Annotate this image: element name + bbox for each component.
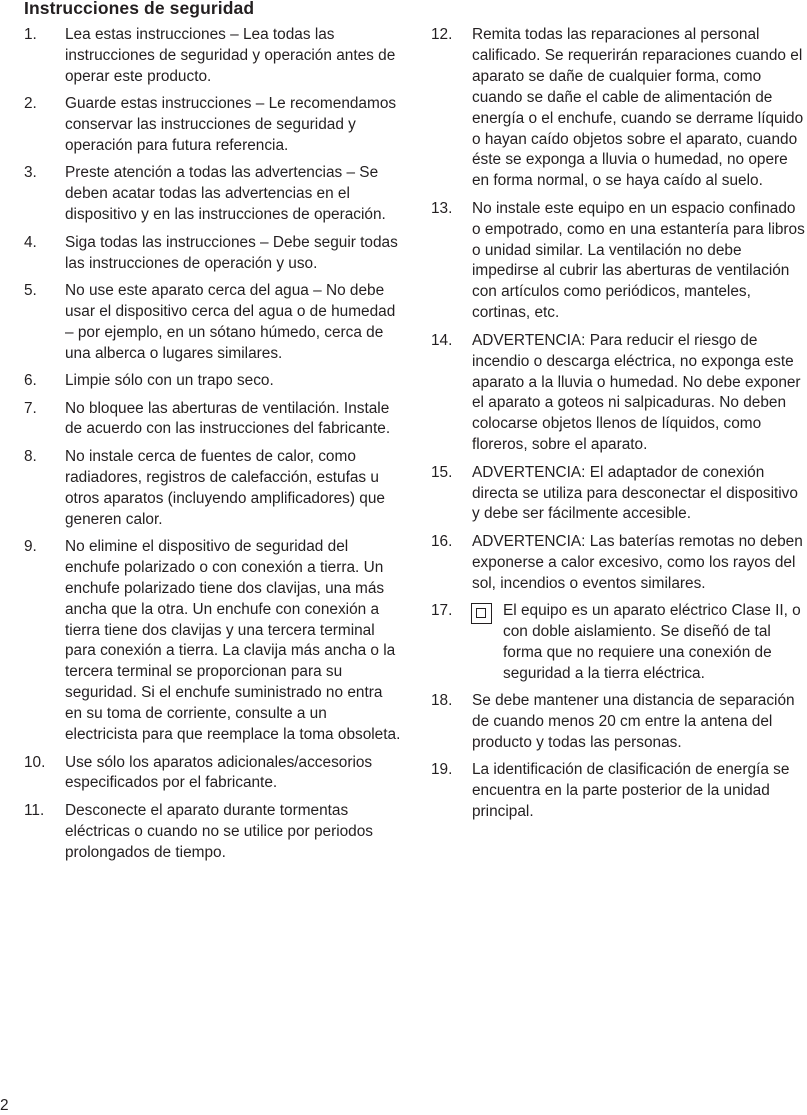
page-title: Instrucciones de seguridad bbox=[24, 0, 255, 18]
item-number: 7. bbox=[24, 399, 37, 417]
item-text: Lea estas instrucciones – Lea todas las instrucciones de seguridad y operación antes de operar este producto. bbox=[65, 26, 396, 85]
list-item bbox=[24, 25, 402, 88]
item-number: 16. bbox=[431, 532, 453, 550]
list-item bbox=[24, 447, 402, 531]
item-text: ADVERTENCIA: Para reducir el riesgo de incendio o descarga eléctrica, no exponga este aparato a la lluvia o humedad. No debe exponer el aparato a goteos ni salpicaduras. No deben colocarse objetos llenos de líquidos, como floreros, sobre el aparato. bbox=[472, 331, 801, 454]
item-text: Limpie sólo con un trapo seco. bbox=[65, 372, 274, 390]
item-text: ADVERTENCIA: Las baterías remotas no deben exponerse a calor excesivo, como los rayos del sol, incendios o eventos similares. bbox=[472, 532, 803, 592]
item-text: Guarde estas instrucciones – Le recomendamos conservar las instrucciones de seguridad y operación para futura referencia. bbox=[65, 95, 397, 155]
right-column bbox=[431, 25, 807, 830]
item-text: Remita todas las reparaciones al personal calificado. Se requerirán reparaciones cuando el aparato se dañe de cualquier forma, como cuando se dañe el cable de alimentación de energía o el enchufe, cuando se derrame líquido o hayan caído objetos sobre el aparato, cuando éste se exponga a lluvia o humedad, no opere en forma normal, o se haya caído al suelo. bbox=[472, 26, 804, 190]
item-number: 8. bbox=[24, 447, 37, 465]
item-number: 1. bbox=[24, 26, 37, 43]
list-item bbox=[431, 463, 807, 526]
item-number: 10. bbox=[24, 753, 46, 771]
item-number: 17. bbox=[431, 602, 453, 620]
item-number: 9. bbox=[24, 537, 37, 555]
left-column bbox=[24, 25, 402, 870]
item-number: 11. bbox=[24, 801, 45, 819]
list-item bbox=[431, 25, 807, 192]
list-item bbox=[431, 532, 807, 595]
item-number: 15. bbox=[431, 463, 453, 481]
item-text: Preste atención a todas las advertencias – Se deben acatar todas las advertencias en el dispositivo y en las instrucciones de operación. bbox=[65, 164, 386, 224]
list-item bbox=[24, 163, 402, 226]
list-item bbox=[24, 801, 402, 864]
item-number: 3. bbox=[24, 164, 37, 182]
list-item bbox=[24, 233, 402, 275]
item-text: No use este aparato cerca del agua – No debe usar el dispositivo cerca del agua o de humedad – por ejemplo, en un sótano húmedo, cerca de una alberca o lugares similares. bbox=[65, 281, 396, 362]
list-item bbox=[431, 331, 807, 456]
list-item bbox=[431, 601, 807, 685]
item-number: 4. bbox=[24, 233, 37, 251]
list-item bbox=[24, 753, 402, 795]
list-item bbox=[431, 691, 807, 754]
class-ii-double-square-icon bbox=[471, 603, 492, 624]
item-number: 6. bbox=[24, 372, 37, 390]
item-text: ADVERTENCIA: El adaptador de conexión directa se utiliza para desconectar el dispositivo y debe ser fácilmente accesible. bbox=[472, 463, 798, 523]
item-text: Se debe mantener una distancia de separación de cuando menos 20 cm entre la antena del producto y todas las personas. bbox=[472, 692, 795, 751]
item-number: 13. bbox=[431, 199, 453, 217]
item-text: Use sólo los aparatos adicionales/accesorios especificados por el fabricante. bbox=[65, 753, 373, 792]
list-item bbox=[24, 371, 402, 392]
item-text: La identificación de clasificación de energía se encuentra en la parte posterior de la unidad principal. bbox=[472, 761, 790, 821]
list-item bbox=[24, 399, 402, 441]
list-item bbox=[431, 760, 807, 823]
item-number: 14. bbox=[431, 331, 453, 349]
page-number: 2 bbox=[0, 1097, 9, 1114]
list-item bbox=[24, 537, 402, 746]
list-item bbox=[24, 94, 402, 157]
item-number: 5. bbox=[24, 281, 37, 299]
item-text: No bloquee las aberturas de ventilación. Instale de acuerdo con las instrucciones del fabricante. bbox=[65, 399, 391, 438]
item-text: No instale cerca de fuentes de calor, como radiadores, registros de calefacción, estufas u otros aparatos (incluyendo amplificadores) que generen calor. bbox=[65, 447, 385, 528]
item-number: 19. bbox=[431, 761, 453, 779]
item-text: No instale este equipo en un espacio confinado o empotrado, como en una estantería para libros o unidad similar. La ventilación no debe impedirse al cubrir las aberturas de ventilación con artículos como periódicos, manteles, cortinas, etc. bbox=[472, 199, 805, 322]
list-item bbox=[24, 281, 402, 365]
item-text: El equipo es un aparato eléctrico Clase II, o con doble aislamiento. Se diseñó de tal forma que no requiere una conexión de seguridad a la tierra eléctrica. bbox=[503, 602, 801, 682]
item-text: Desconecte el aparato durante tormentas eléctricas o cuando no se utilice por periodos prolongados de tiempo. bbox=[65, 801, 373, 861]
list-item bbox=[431, 199, 807, 324]
item-number: 2. bbox=[24, 95, 37, 113]
item-number: 18. bbox=[431, 692, 453, 710]
item-number: 12. bbox=[431, 26, 453, 43]
item-text: Siga todas las instrucciones – Debe seguir todas las instrucciones de operación y uso. bbox=[65, 233, 398, 272]
item-text: No elimine el dispositivo de seguridad del enchufe polarizado o con conexión a tierra. Un enchufe polarizado tiene dos clavijas, una más ancha que la otra. Un enchufe con conexión a tierra tiene dos clavijas y una tercera terminal para conexión a tierra. La clavija más ancha o la tercera terminal se proporcionan para su seguridad. Si el enchufe suministrado no entra en su toma de corriente, consulte a un electricista para que reemplace la toma obsoleta. bbox=[65, 537, 401, 744]
